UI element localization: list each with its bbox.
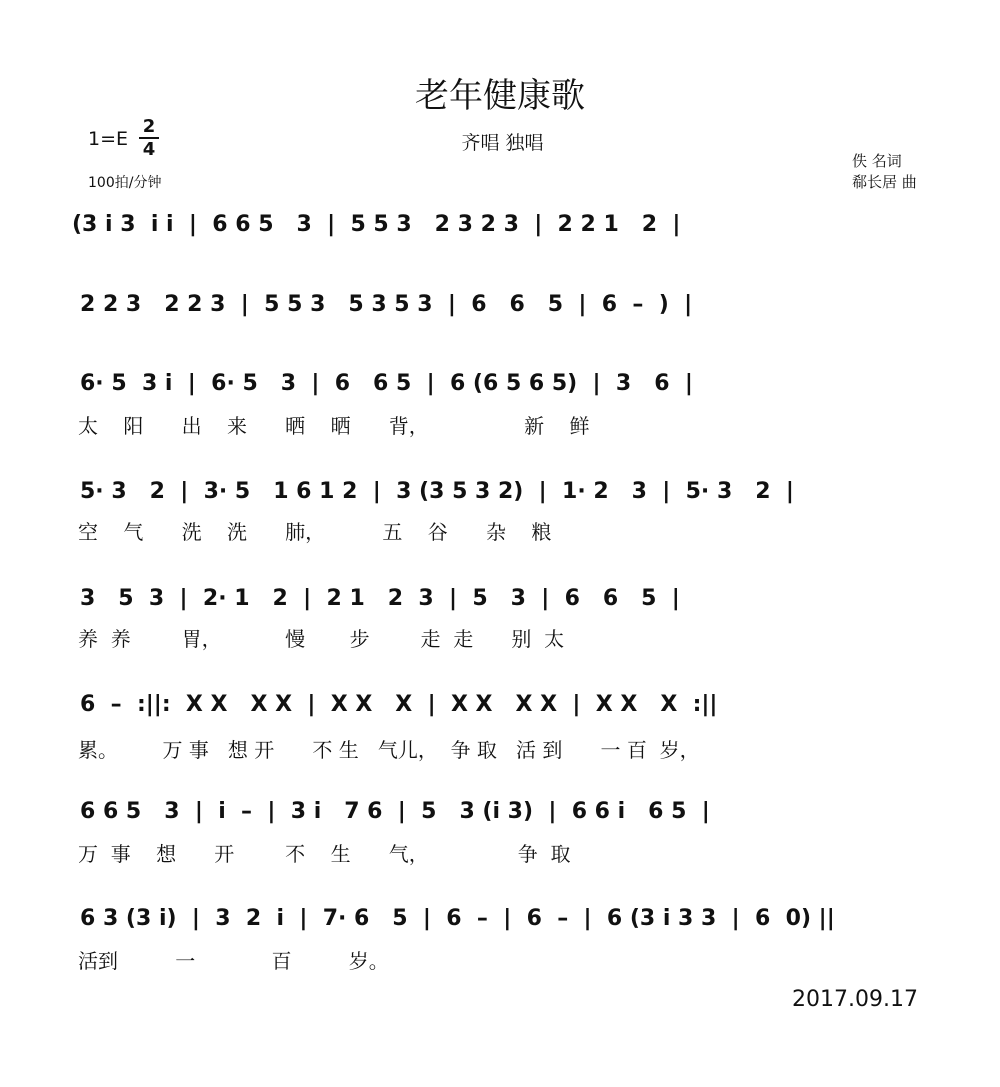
lyric-line: 空 气 洗 洗 肺， 五 谷 杂 粮 <box>78 520 552 544</box>
notation-line: 6 6 5 3 | i – | 3 i 7 6 | 5 3 (i 3) | 6 6 i 6 5 | <box>80 799 710 824</box>
lyricist-credit: 佚 名词 <box>852 152 902 170</box>
notation-line: (3 i 3 i i | 6 6 5 3 | 5 5 3 2 3 2 3 | 2 2 1 2 | <box>72 212 681 237</box>
tempo-marking: 100拍/分钟 <box>88 175 162 191</box>
time-signature-bottom: 4 <box>142 139 156 160</box>
notation-line: 2 2 3 2 2 3 | 5 5 3 5 3 5 3 | 6 6 5 | 6 – ) | <box>80 292 693 317</box>
lyric-line: 万 事 想 开 不 生 气， 争 取 <box>78 842 571 866</box>
notation-line: 5· 3 2 | 3· 5 1 6 1 2 | 3 (3 5 3 2) | 1· 2 3 | 5· 3 2 | <box>80 479 794 504</box>
credits <box>852 151 917 193</box>
notation-line: 6· 5 3 i | 6· 5 3 | 6 6 5 | 6 (6 5 6 5) | 3 6 | <box>80 371 693 396</box>
performance-style: 齐唱 独唱 <box>461 132 544 154</box>
composer-credit: 郗长居 曲 <box>852 173 917 191</box>
lyric-line: 太 阳 出 来 晒 晒 背， 新 鲜 <box>78 414 590 438</box>
page-title: 老年健康歌 <box>415 76 585 116</box>
notation-line: 6 3 (3 i) | 3 2 i | 7· 6 5 | 6 – | 6 – | 6 (3 i 3 3 | 6 0) || <box>80 906 835 931</box>
key-signature: 1=E <box>88 128 129 150</box>
notation-line: 6 – :||: X X X X | X X X | X X X X | X X X :|| <box>80 692 718 717</box>
notation-line: 3 5 3 | 2· 1 2 | 2 1 2 3 | 5 3 | 6 6 5 | <box>80 586 680 611</box>
lyric-line: 养 养 胃， 慢 步 走 走 别 太 <box>78 627 565 651</box>
lyric-line: 活到 一 百 岁。 <box>78 949 389 973</box>
date-stamp: 2017.09.17 <box>792 987 918 1012</box>
time-signature-top: 2 <box>142 116 156 137</box>
lyric-line: 累。 万 事 想 开 不 生 气儿， 争 取 活 到 一 百 岁， <box>78 738 700 762</box>
